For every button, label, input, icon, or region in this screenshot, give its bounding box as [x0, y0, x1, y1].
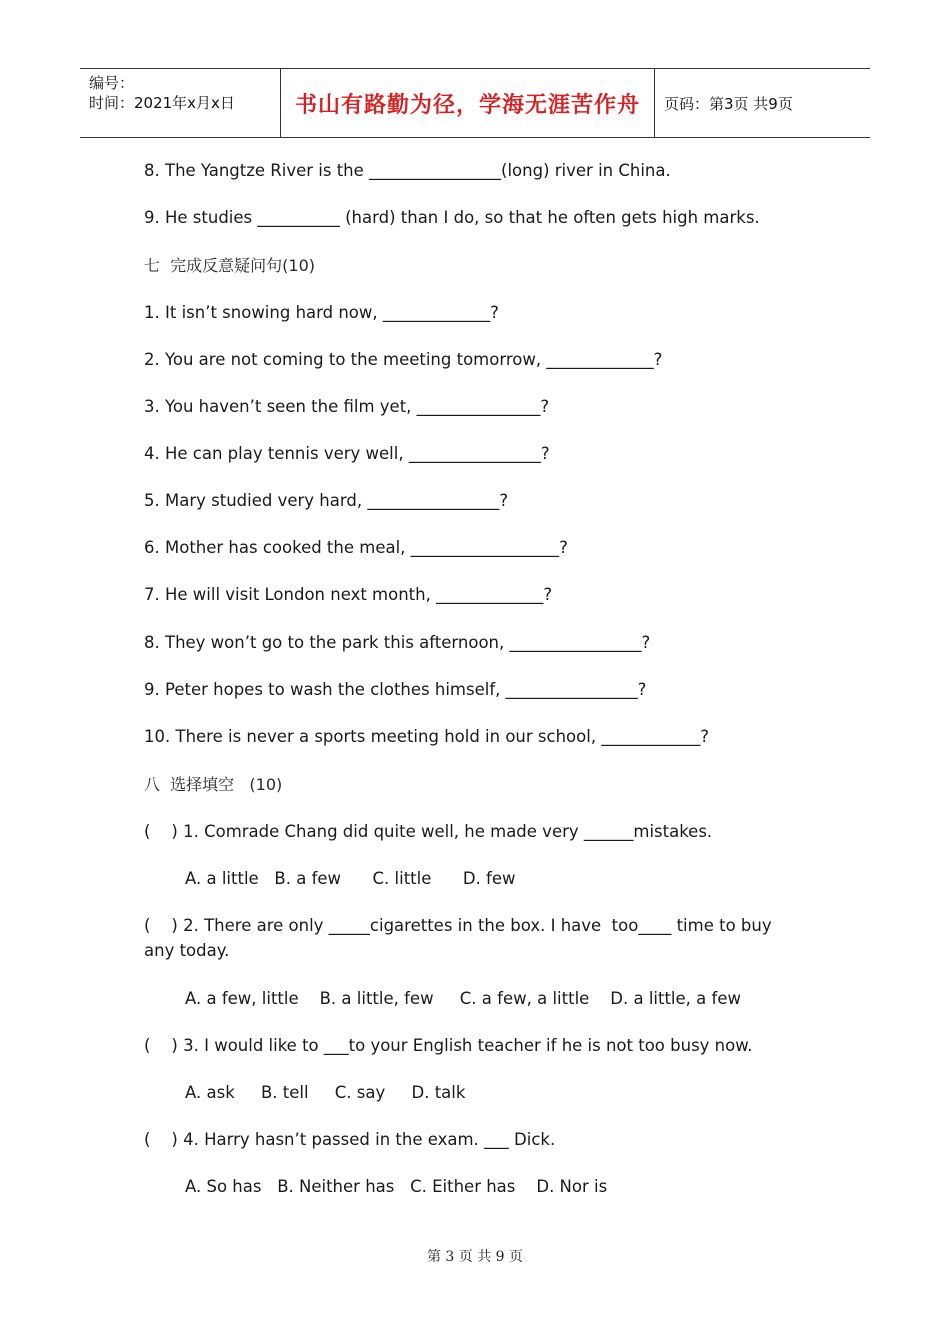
question-line: 8. They won’t go to the park this afternoon, ________________? — [144, 633, 651, 652]
question-line: ( ) 1. Comrade Chang did quite well, he made very ______mistakes. — [144, 822, 713, 841]
time-label: 时间：2021年x月x日 — [89, 94, 235, 112]
question-line: 3. You haven’t seen the film yet, _______________? — [144, 397, 550, 416]
options-line: A. So has B. Neither has C. Either has D. Nor is — [185, 1177, 608, 1196]
question-line: 4. He can play tennis very well, ________________? — [144, 444, 550, 463]
question-line: 2. You are not coming to the meeting tomorrow, _____________? — [144, 350, 663, 369]
question-line: ( ) 3. I would like to ___to your English teacher if he is not too busy now. — [144, 1036, 753, 1055]
question-line: 6. Mother has cooked the meal, __________________? — [144, 538, 568, 557]
number-label: 编号： — [89, 74, 135, 92]
question-line: 5. Mary studied very hard, ________________? — [144, 491, 509, 510]
section-heading: 七 完成反意疑问句(10) — [144, 256, 316, 275]
page-footer: 第 3 页 共 9 页 — [426, 1249, 524, 1265]
question-line: any today. — [144, 941, 230, 960]
page-header — [80, 68, 870, 138]
options-line: A. a little B. a few C. little D. few — [185, 869, 516, 888]
header-meta — [80, 69, 281, 137]
question-line: ( ) 2. There are only _____cigarettes in the box. I have too____ time to buy — [144, 916, 772, 935]
header-motto: 书山有路勤为径，学海无涯苦作舟 — [281, 69, 655, 137]
question-line: 1. It isn’t snowing hard now, _____________? — [144, 303, 499, 322]
question-line: ( ) 4. Harry hasn’t passed in the exam. ___ Dick. — [144, 1130, 556, 1149]
question-line: 10. There is never a sports meeting hold in our school, ____________? — [144, 727, 710, 746]
question-line: 8. The Yangtze River is the ________________(long) river in China. — [144, 161, 671, 180]
question-line: 7. He will visit London next month, _____________? — [144, 585, 553, 604]
options-line: A. a few, little B. a little, few C. a few, a little D. a little, a few — [185, 989, 741, 1008]
question-line: 9. He studies __________ (hard) than I do, so that he often gets high marks. — [144, 208, 760, 227]
question-line: 9. Peter hopes to wash the clothes himself, ________________? — [144, 680, 647, 699]
header-page-info: 页码：第3页 共9页 — [664, 94, 793, 113]
section-heading: 八 选择填空 (10) — [144, 775, 283, 794]
options-line: A. ask B. tell C. say D. talk — [185, 1083, 466, 1102]
